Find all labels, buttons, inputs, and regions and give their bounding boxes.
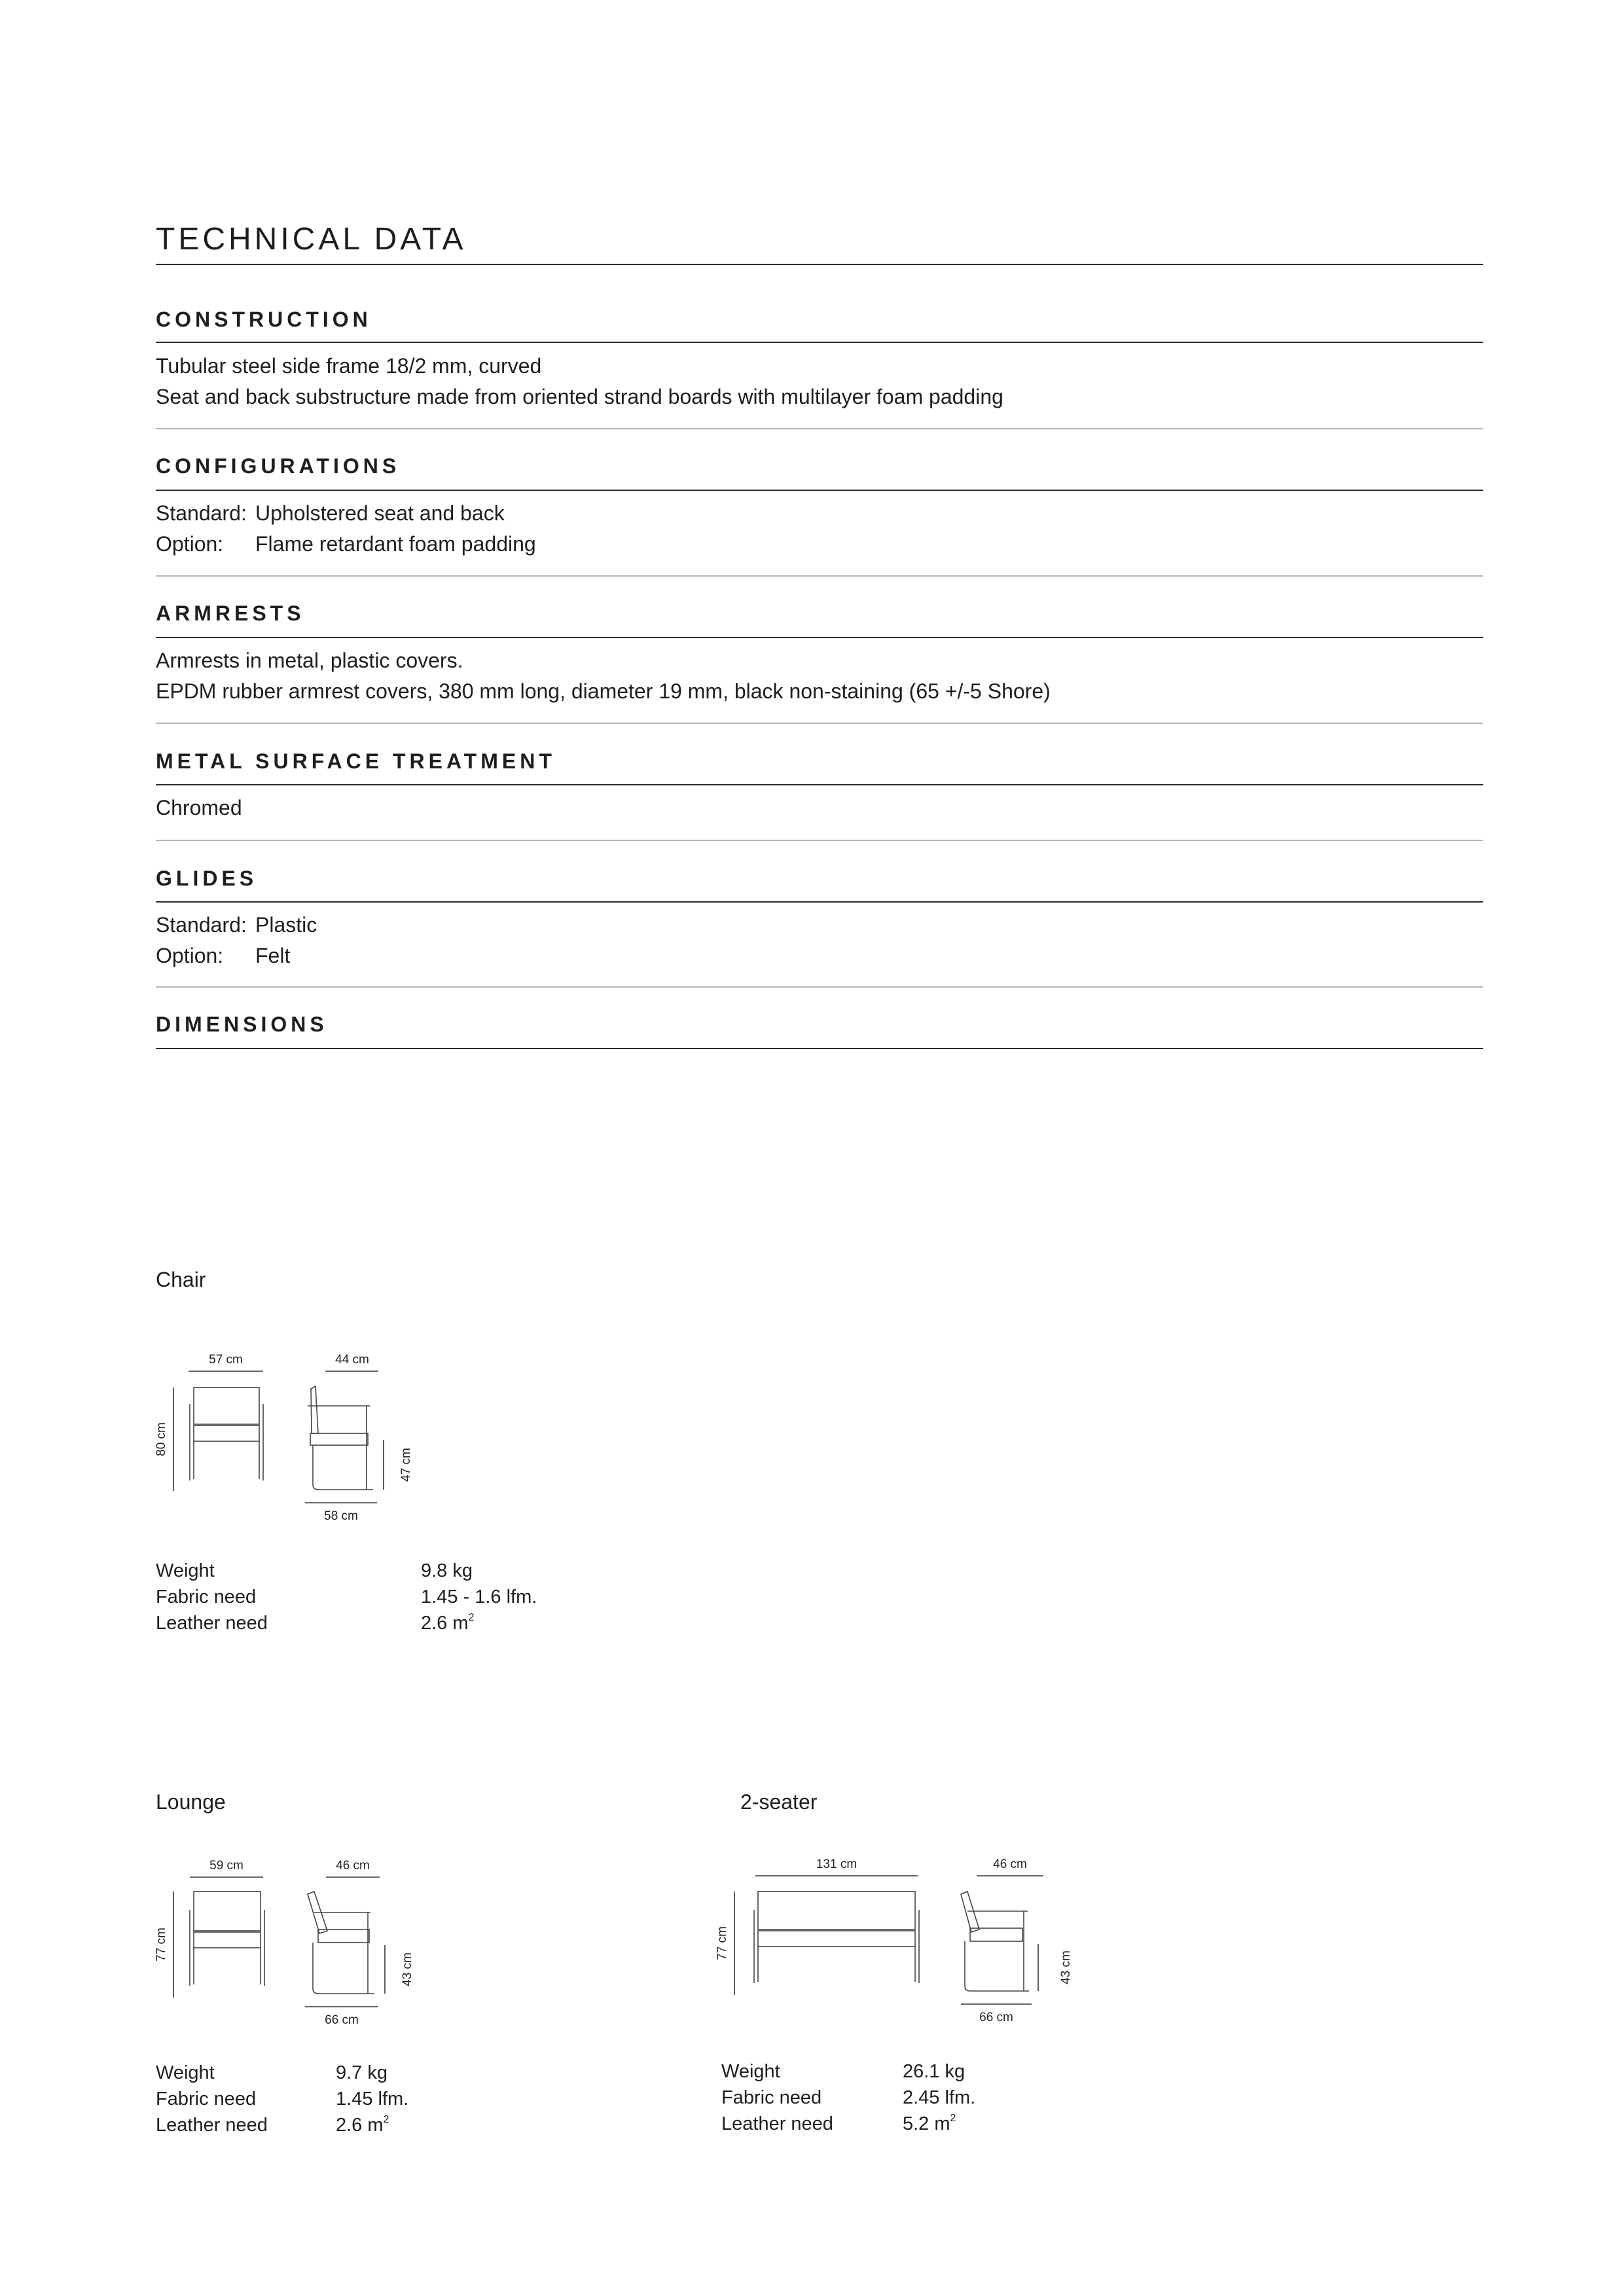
configurations-option: [156, 532, 536, 556]
lounge-seat-height-label: 43 cm: [401, 1952, 414, 1986]
weight-label: Weight: [721, 2061, 780, 2082]
armrests-heading: ARMRESTS: [156, 601, 305, 625]
chair-side-width-label: 44 cm: [335, 1353, 369, 1367]
weight-label: Weight: [156, 1560, 215, 1581]
armrests-line: Armrests in metal, plastic covers.: [156, 649, 463, 672]
two-seater-leather-row: [721, 2113, 956, 2135]
lounge-front-view: [154, 1859, 264, 1998]
lounge-depth-label: 66 cm: [325, 2013, 359, 2027]
chair-weight-row: [156, 1560, 473, 1582]
lounge-title: Lounge: [156, 1790, 226, 1814]
glides-heading: GLIDES: [156, 867, 258, 890]
glides-option: [156, 944, 290, 968]
chair-dimension-drawing: [151, 1342, 425, 1525]
lounge-height-label: 77 cm: [154, 1928, 168, 1962]
chair-seat-height-label: 47 cm: [399, 1448, 413, 1482]
configurations-rule: [156, 490, 1483, 491]
lounge-weight-row: [156, 2062, 388, 2084]
two-seater-fabric-row: [721, 2087, 976, 2109]
lounge-weight-value: 9.7 kg: [336, 2062, 388, 2083]
option-value: Flame retardant foam padding: [255, 532, 536, 556]
lounge-leather-value: 2.6 $m^2$: [336, 2114, 389, 2136]
lounge-fabric-row: [156, 2089, 409, 2110]
standard-label: Standard:: [156, 913, 247, 937]
dimensions-rule: [156, 1048, 1483, 1049]
option-label: Option:: [156, 944, 224, 967]
standard-label: Standard:: [156, 501, 247, 525]
glides-standard: [156, 913, 317, 937]
metal-surface-line: Chromed: [156, 796, 242, 819]
lounge-side-width-label: 46 cm: [336, 1859, 370, 1873]
leather-label: Leather need: [156, 1613, 268, 1634]
section-divider: [156, 723, 1483, 724]
construction-line: Seat and back substructure made from oriented strand boards with multilayer foam padding: [156, 385, 1003, 408]
construction-line: Tubular steel side frame 18/2 mm, curved: [156, 354, 542, 378]
two-seater-height-label: 77 cm: [715, 1926, 729, 1960]
weight-label: Weight: [156, 2062, 215, 2083]
two-seater-front-view: [715, 1857, 919, 1995]
chair-height-label: 80 cm: [154, 1422, 168, 1456]
fabric-label: Fabric need: [156, 1587, 257, 1607]
two-seater-side-width-label: 46 cm: [993, 1857, 1027, 1871]
dimensions-heading: DIMENSIONS: [156, 1013, 328, 1036]
section-divider: [156, 428, 1483, 429]
lounge-side-view: [305, 1859, 414, 2027]
option-label: Option:: [156, 532, 224, 556]
section-divider: [156, 575, 1483, 577]
lounge-front-width-label: 59 cm: [209, 1859, 244, 1873]
two-seater-side-view: [961, 1857, 1073, 2024]
chair-leather-row: [156, 1612, 475, 1634]
leather-label: Leather need: [156, 2115, 268, 2136]
title-rule: [156, 264, 1483, 265]
lounge-dimension-drawing: [151, 1847, 425, 2030]
two-seater-leather-value: 5.2 $m^2$: [903, 2113, 956, 2134]
metal-surface-heading: METAL SURFACE TREATMENT: [156, 749, 556, 773]
two-seater-depth-label: 66 cm: [979, 2011, 1013, 2024]
armrests-line: EPDM rubber armrest covers, 380 mm long, diameter 19 mm, black non-staining (65 +/-5 Shore): [156, 679, 1051, 703]
standard-value: Upholstered seat and back: [255, 501, 505, 525]
chair-fabric-row: [156, 1587, 537, 1608]
chair-front-view: [154, 1353, 263, 1491]
chair-weight-value: 9.8 kg: [421, 1560, 473, 1581]
fabric-label: Fabric need: [156, 2089, 257, 2109]
chair-side-view: [305, 1353, 413, 1523]
glides-rule: [156, 901, 1483, 903]
metal-surface-rule: [156, 784, 1483, 785]
two-seater-weight-row: [721, 2061, 965, 2083]
chair-title: Chair: [156, 1268, 206, 1291]
armrests-rule: [156, 637, 1483, 638]
option-value: Felt: [255, 944, 291, 967]
section-divider: [156, 986, 1483, 988]
two-seater-weight-value: 26.1 kg: [903, 2061, 965, 2082]
two-seater-front-width-label: 131 cm: [816, 1857, 857, 1871]
section-divider: [156, 840, 1483, 841]
configurations-standard: [156, 501, 505, 526]
standard-value: Plastic: [255, 913, 317, 937]
fabric-label: Fabric need: [721, 2087, 822, 2108]
construction-heading: CONSTRUCTION: [156, 308, 372, 331]
construction-rule: [156, 342, 1483, 343]
two-seater-title: 2-seater: [740, 1790, 818, 1814]
chair-fabric-value: 1.45 - 1.6 lfm.: [421, 1587, 537, 1607]
leather-label: Leather need: [721, 2113, 833, 2134]
two-seater-seat-height-label: 43 cm: [1059, 1950, 1073, 1984]
two-seater-fabric-value: 2.45 lfm.: [903, 2087, 976, 2108]
lounge-fabric-value: 1.45 lfm.: [336, 2089, 409, 2109]
lounge-leather-row: [156, 2114, 389, 2136]
two-seater-dimension-drawing: [713, 1846, 1106, 2029]
configurations-heading: CONFIGURATIONS: [156, 454, 401, 478]
chair-leather-value: 2.6 $m^2$: [421, 1612, 475, 1634]
chair-front-width-label: 57 cm: [209, 1353, 243, 1367]
page-title: TECHNICAL DATA: [156, 222, 467, 257]
chair-depth-label: 58 cm: [324, 1509, 358, 1523]
